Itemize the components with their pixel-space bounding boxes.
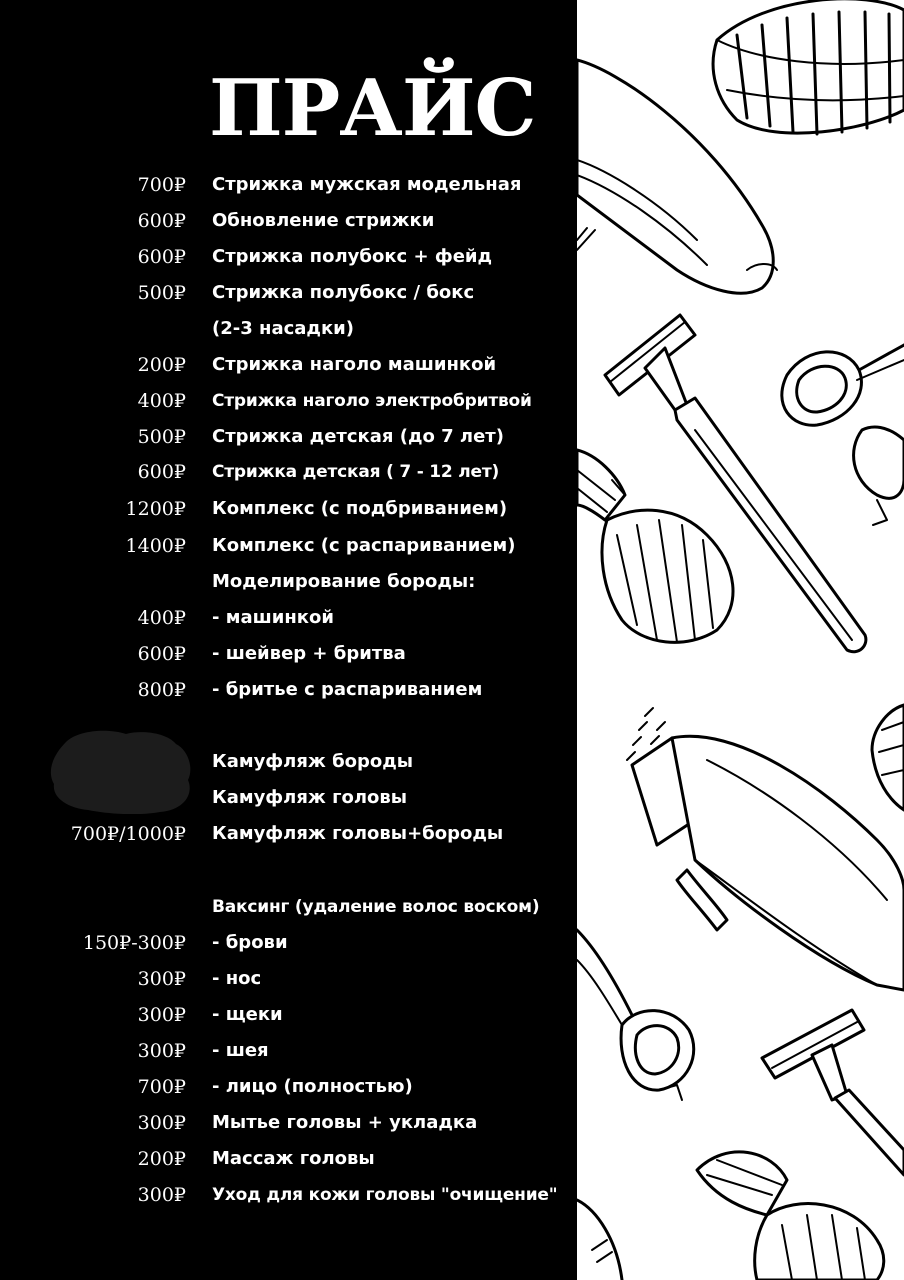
price-row [0,639,577,669]
price-row [0,567,577,597]
price-row [0,1108,577,1138]
scissors-icon [782,345,904,525]
price-value: 700₽/1000₽ [70,823,186,845]
service-name: Камуфляж бороды [212,751,414,772]
service-name: Уход для кожи головы "очищение" [212,1185,558,1205]
price-row [0,1180,577,1210]
service-name: Камуфляж головы+бороды [212,823,504,844]
price-row [0,531,577,561]
service-name: Стрижка мужская модельная [212,174,522,195]
price-value: 500₽ [137,426,186,448]
price-value: 200₽ [137,1148,186,1170]
price-value: 400₽ [137,390,186,412]
service-name: (2-3 насадки) [212,318,355,339]
service-name: Комплекс (с подбриванием) [212,498,508,519]
hair-clipper-icon [872,705,904,810]
price-row [0,675,577,705]
service-name: Стрижка полубокс + фейд [212,246,493,267]
service-name: - бритье с распариванием [212,679,483,700]
price-row [0,892,577,922]
price-row [0,819,577,849]
price-row [0,170,577,200]
service-name: Ваксинг (удаление волос воском) [212,897,540,917]
price-value: 300₽ [137,1040,186,1062]
price-value: 700₽ [137,1076,186,1098]
price-value: 600₽ [137,461,186,483]
price-row [0,350,577,380]
price-row [0,422,577,452]
safety-razor-icon [762,1010,904,1175]
price-value: 800₽ [137,679,186,701]
price-row [0,494,577,524]
service-name: Стрижка детская ( 7 - 12 лет) [212,462,500,482]
price-row [0,206,577,236]
shaving-brush-icon [713,0,904,134]
price-value: 300₽ [137,968,186,990]
price-value: 1200₽ [125,498,186,520]
price-value: 600₽ [137,210,186,232]
price-value: 300₽ [137,1112,186,1134]
barber-illustration-panel [577,0,904,1280]
price-row [0,1000,577,1030]
service-name: Моделирование бороды: [212,571,476,592]
price-row [0,386,577,416]
service-name: - нос [212,968,262,989]
price-row [0,1072,577,1102]
shaving-brush-icon [577,450,733,642]
price-value: 300₽ [137,1004,186,1026]
service-name: Стрижка полубокс / бокс [212,282,475,303]
shaving-brush-icon [577,1152,884,1280]
price-value: 700₽ [137,174,186,196]
service-name: Стрижка наголо машинкой [212,354,497,375]
price-value: 200₽ [137,354,186,376]
price-row [0,747,577,777]
page-title: ПРАЙС [209,63,536,154]
service-name: - брови [212,932,288,953]
scissors-icon [577,930,694,1100]
price-row [0,964,577,994]
price-value: 400₽ [137,607,186,629]
service-name: - лицо (полностью) [212,1076,413,1097]
service-name: Массаж головы [212,1148,375,1169]
hair-clipper-icon [627,708,904,990]
price-row [0,457,577,487]
service-name: Стрижка детская (до 7 лет) [212,426,504,447]
service-name: Камуфляж головы [212,787,408,808]
service-name: - шейвер + бритва [212,643,406,664]
price-row [0,314,577,344]
price-row [0,1144,577,1174]
price-value: 500₽ [137,282,186,304]
service-name: - шея [212,1040,269,1061]
service-name: Мытье головы + укладка [212,1112,478,1133]
price-value: 1400₽ [125,535,186,557]
service-name: Комплекс (с распариванием) [212,535,516,556]
price-row [0,783,577,813]
service-name: Стрижка наголо электробритвой [212,391,532,411]
price-value: 600₽ [137,246,186,268]
price-row [0,928,577,958]
service-name: Обновление стрижки [212,210,435,231]
price-row [0,278,577,308]
price-value: 300₽ [137,1184,186,1206]
price-row [0,1036,577,1066]
price-row [0,242,577,272]
price-value: 600₽ [137,643,186,665]
service-name: - машинкой [212,607,334,628]
price-row [0,603,577,633]
service-name: - щеки [212,1004,283,1025]
price-value: 150₽-300₽ [82,932,186,954]
